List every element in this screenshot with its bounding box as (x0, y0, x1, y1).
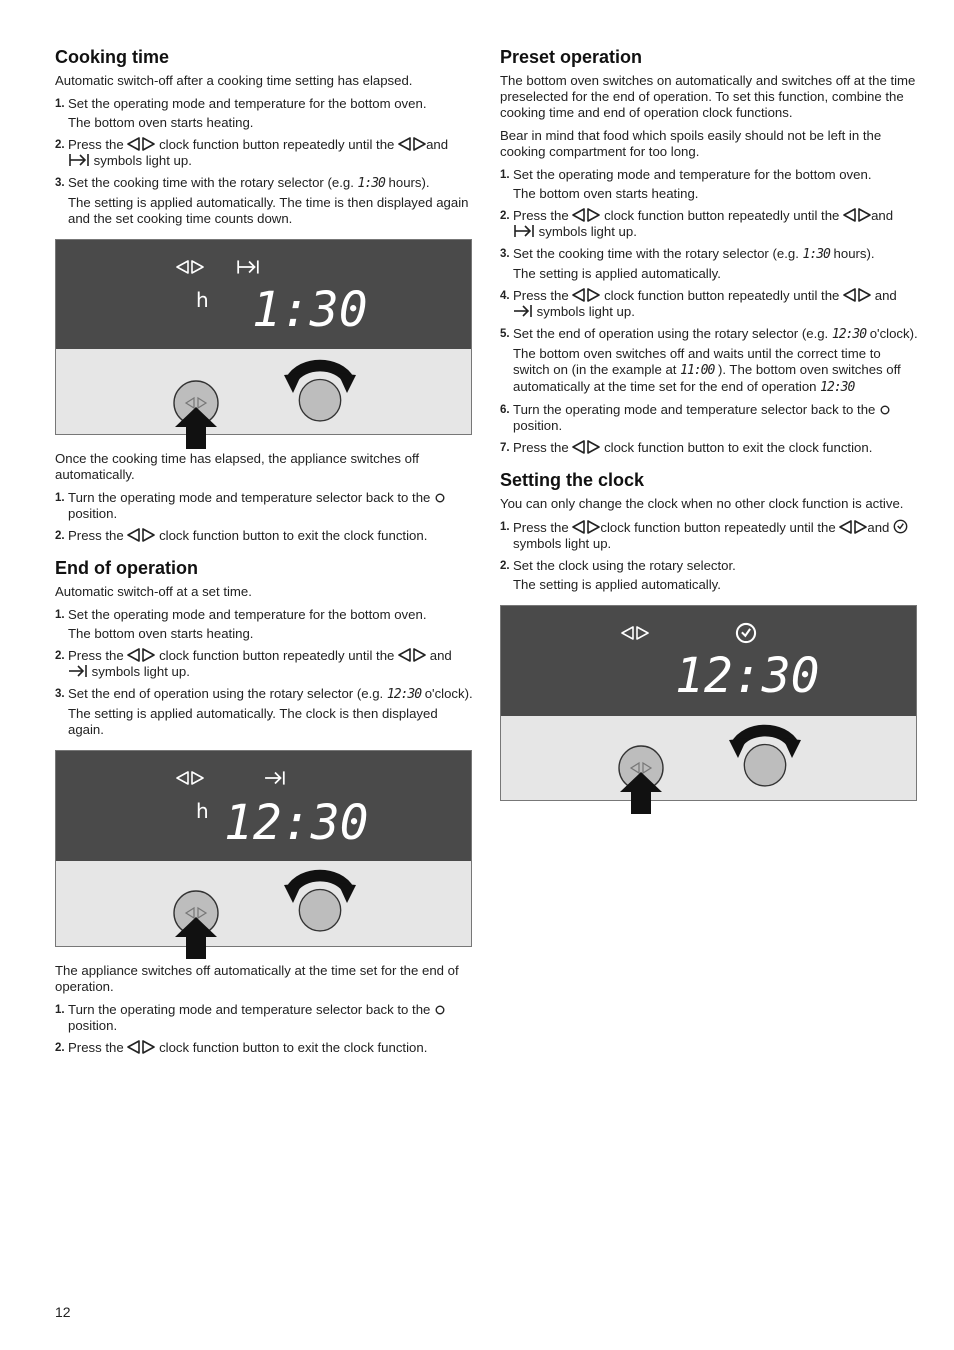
preset-intro-2: Bear in mind that food which spoils easily should not be left in the cooking compartment for too long. (500, 128, 882, 159)
cooking-time-icon (236, 259, 260, 275)
list-item: 1. Press the clock function button repeatedly until the and symbols light up. (500, 519, 918, 552)
clock-steps (500, 519, 918, 593)
list-item: 2. Press the clock function button to exit the clock function. (55, 1040, 428, 1055)
rotary-selector-knob[interactable] (284, 867, 356, 939)
segment-value: 12:30 (820, 380, 855, 395)
right-column (500, 46, 918, 817)
list-item: 7. Press the clock function button to exit the clock function. (500, 440, 873, 455)
section-title-end-of-operation: End of operation (55, 558, 198, 578)
off-position-icon (434, 492, 446, 504)
clock-function-icon (176, 771, 204, 785)
display-screen (56, 751, 471, 861)
clock-face-icon (735, 622, 757, 644)
display-screen (501, 606, 916, 716)
list-item: 3. Set the end of operation using the rotary selector (e.g. 12:30 o'clock). The setting is applied automatically. The clock is then displayed again. (55, 686, 473, 737)
section-title-preset-operation: Preset operation (500, 47, 643, 67)
segment-value: 11:00 (680, 363, 715, 378)
list-item: 1. Set the operating mode and temperature for the bottom oven. The bottom oven starts heating. (500, 167, 872, 201)
clock-function-icon (572, 440, 600, 454)
cooking-time-end-steps (55, 490, 473, 544)
end-of-operation-icon (264, 770, 286, 786)
list-item: 2. Press the clock function button repeatedly until the and symbols light up. (55, 137, 449, 168)
section-title-cooking-time: Cooking time (55, 47, 170, 67)
end-of-operation-icon (68, 664, 88, 678)
list-item: 2. Set the clock using the rotary selector. The setting is applied automatically. (500, 558, 736, 592)
end-of-operation-icon (513, 304, 533, 318)
clock-function-icon (572, 288, 600, 302)
clock-function-icon (127, 648, 155, 662)
list-item: 1. Turn the operating mode and temperature selector back to the position. (55, 1002, 473, 1034)
control-panel (56, 861, 471, 946)
off-position-icon (434, 1004, 446, 1016)
preset-steps (500, 167, 918, 456)
display-time: 12:30 (224, 795, 369, 851)
list-item: 1. Set the operating mode and temperature for the bottom oven. The bottom oven starts heating. (55, 607, 427, 641)
control-panel (501, 716, 916, 800)
clock-intro: You can only change the clock when no other clock function is active. (500, 496, 904, 511)
oven-display-cooking-time (55, 239, 472, 435)
cooking-time-icon (68, 153, 90, 167)
list-item: 2. Press the clock function button to exit the clock function. (55, 528, 428, 543)
rotary-selector-knob[interactable] (729, 722, 801, 794)
end-of-operation-steps (55, 607, 473, 738)
cooking-time-icon (513, 224, 535, 238)
clock-function-icon (621, 626, 649, 640)
clock-function-icon (398, 648, 426, 662)
left-column (55, 46, 473, 1062)
segment-value: 12:30 (831, 327, 867, 342)
hours-indicator: h (196, 288, 209, 312)
off-position-icon (879, 404, 891, 416)
end-of-operation-intro: Automatic switch-off at a set time. (55, 584, 252, 599)
cooking-time-intro: Automatic switch-off after a cooking time setting has elapsed. (55, 73, 413, 88)
clock-function-button[interactable] (616, 744, 666, 814)
clock-function-icon (572, 208, 600, 222)
clock-function-icon (572, 520, 600, 534)
list-item: 4. Press the clock function button repeatedly until the and symbols light up. (500, 288, 897, 319)
clock-function-icon (127, 137, 155, 151)
clock-face-icon (893, 519, 908, 534)
end-of-operation-end-steps (55, 1002, 473, 1056)
clock-function-icon (176, 260, 204, 274)
clock-function-icon (843, 208, 871, 222)
display-screen (56, 240, 471, 349)
oven-display-end-of-operation (55, 750, 472, 947)
display-time: 1:30 (252, 282, 368, 338)
hours-indicator: h (196, 799, 209, 823)
list-item: 2. Press the clock function button repeatedly until the and symbols light up. (500, 208, 894, 239)
clock-function-icon (127, 528, 155, 542)
list-item: 2. Press the clock function button repeatedly until the and symbols light up. (55, 648, 452, 679)
list-item: 6. Turn the operating mode and temperature selector back to the position. (500, 402, 918, 434)
list-item: 1. Turn the operating mode and temperature selector back to the position. (55, 490, 473, 522)
preset-intro-1: The bottom oven switches on automatically and switches off at the time preselected for the end of operation. To set this function, combine the cooking time and end of operation clock functions. (500, 73, 916, 120)
clock-function-button[interactable] (171, 889, 221, 959)
list-item: 1. Set the operating mode and temperature for the bottom oven. The bottom oven starts heating. (55, 96, 427, 130)
page-number: 12 (55, 1304, 71, 1320)
clock-function-icon (127, 1040, 155, 1054)
rotary-selector-knob[interactable] (284, 357, 356, 429)
clock-function-icon (839, 520, 867, 534)
list-item: 3. Set the cooking time with the rotary selector (e.g. 1:30 hours). The setting is applied automatically. The time is then displayed again and the set cooking time counts down. (55, 175, 469, 226)
clock-function-button[interactable] (171, 379, 221, 449)
cooking-time-after: Once the cooking time has elapsed, the appliance switches off automatically. (55, 451, 420, 482)
segment-value: 1:30 (357, 176, 385, 191)
control-panel (56, 349, 471, 434)
section-title-setting-the-clock: Setting the clock (500, 470, 645, 490)
display-time: 12:30 (675, 648, 820, 704)
clock-function-icon (398, 137, 426, 151)
segment-value: 12:30 (386, 687, 422, 702)
cooking-time-steps (55, 96, 473, 227)
end-of-operation-after: The appliance switches off automatically at the time set for the end of operation. (55, 963, 459, 994)
list-item: 3. Set the cooking time with the rotary selector (e.g. 1:30 hours). The setting is applied automatically. (500, 246, 875, 281)
oven-display-clock (500, 605, 917, 801)
segment-value: 1:30 (802, 247, 830, 262)
list-item: 5. Set the end of operation using the rotary selector (e.g. 12:30 o'clock). The bottom oven switches off and waits until the correct time to switch on (in the example at 11:00 ). The bottom oven switches off automatically at the time set for the end of operation 12:30 (500, 326, 918, 395)
clock-function-icon (843, 288, 871, 302)
